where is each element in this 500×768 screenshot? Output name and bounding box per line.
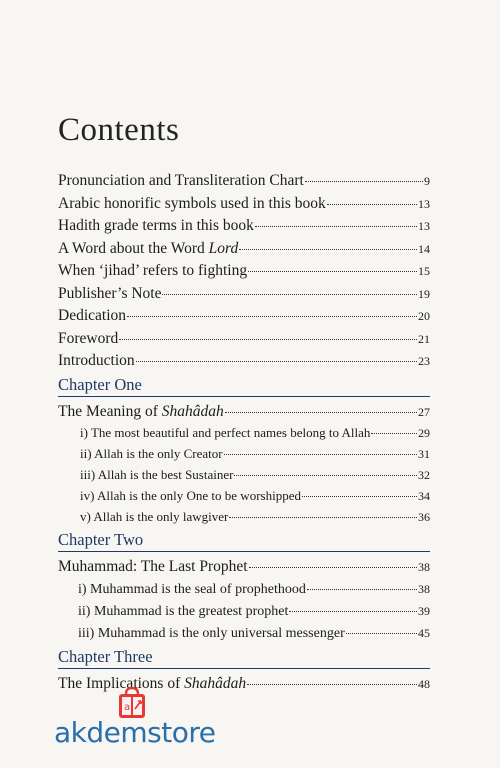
toc-entry-page: 15 [418, 264, 430, 278]
leader-dots [305, 181, 423, 182]
title-text: A Word about the Word [58, 239, 209, 257]
toc-subentry[interactable] [58, 486, 430, 507]
toc-subentry[interactable] [58, 623, 430, 645]
toc-subentry[interactable] [58, 444, 430, 465]
toc-entry-page: 39 [418, 603, 430, 618]
leader-dots [255, 226, 417, 227]
toc-entry[interactable] [58, 238, 430, 261]
chapter-heading: Chapter Three [58, 645, 430, 669]
toc-entry-title [58, 673, 246, 695]
toc-subentry[interactable] [58, 507, 430, 528]
toc-entry[interactable] [58, 328, 430, 351]
title-text: The Implications of [58, 674, 185, 692]
toc-entry[interactable] [58, 305, 430, 328]
toc-entry-page: 23 [418, 354, 430, 368]
leader-dots [225, 412, 417, 413]
toc-entry[interactable] [58, 350, 430, 373]
contents-heading: Contents [58, 112, 180, 148]
leader-dots [302, 496, 417, 497]
leader-dots [127, 316, 417, 317]
toc-subentry[interactable] [58, 423, 430, 444]
table-of-contents [58, 170, 430, 695]
toc-entry-title: ii) Allah is the only Creator [80, 446, 223, 461]
chapter-heading: Chapter One [58, 373, 430, 397]
toc-entry-page: 45 [418, 625, 430, 640]
toc-subentry[interactable] [58, 465, 430, 486]
toc-entry-page: 48 [418, 676, 430, 691]
leader-dots [307, 589, 417, 590]
toc-entry-page: 29 [418, 426, 430, 440]
toc-entry[interactable] [58, 673, 430, 696]
toc-entry-title: v) Allah is the only lawgiver [80, 509, 229, 524]
leader-dots [249, 567, 417, 568]
leader-dots [119, 339, 417, 340]
toc-entry-title [58, 401, 224, 423]
toc-entry-page: 13 [418, 196, 430, 211]
toc-entry[interactable] [58, 170, 430, 193]
watermark-text: akdemstore [54, 716, 216, 749]
toc-entry-title: Dedication [58, 307, 127, 324]
toc-subentry[interactable] [58, 601, 430, 623]
toc-entry-page: 19 [418, 286, 430, 301]
leader-dots [136, 361, 417, 362]
chapter-heading: Chapter Two [58, 528, 430, 552]
toc-entry-title: Foreword [58, 329, 119, 347]
title-text: The Meaning of [58, 402, 162, 420]
title-italic: Shahâdah [184, 674, 247, 692]
leader-dots [289, 611, 417, 612]
toc-entry-page: 38 [418, 581, 430, 596]
toc-entry-title: iii) Muhammad is the only universal messenger [78, 625, 345, 641]
toc-entry-title: When ‘jihad’ refers to fighting [58, 262, 248, 279]
toc-subentry[interactable] [58, 579, 430, 601]
toc-entry-title: Pronunciation and Transliteration Chart [58, 172, 304, 189]
toc-entry-title [58, 238, 238, 260]
leader-dots [327, 204, 417, 205]
toc-entry-title: i) The most beautiful and perfect names belong to Allah [80, 425, 371, 440]
toc-entry-page: 14 [418, 241, 430, 256]
leader-dots [247, 684, 417, 685]
toc-entry-title: iii) Allah is the best Sustainer [80, 467, 234, 482]
leader-dots [229, 517, 417, 518]
leader-dots [224, 454, 417, 455]
toc-entry-title: i) Muhammad is the seal of prophethood [78, 581, 306, 597]
toc-entry-title: Publisher’s Note [58, 284, 162, 302]
title-italic: Lord [208, 239, 239, 257]
leader-dots [346, 633, 417, 634]
toc-entry-page: 38 [418, 560, 430, 574]
toc-entry-page: 9 [424, 174, 430, 188]
toc-entry-page: 20 [418, 309, 430, 323]
leader-dots [248, 271, 417, 272]
toc-entry-title: iv) Allah is the only One to be worshipped [80, 488, 301, 503]
icon-letter: a [124, 702, 131, 713]
leader-dots [239, 249, 417, 250]
leader-dots [162, 294, 417, 295]
toc-entry-title: Introduction [58, 352, 135, 369]
toc-entry-page: 31 [418, 447, 430, 461]
toc-entry-title: Muhammad: The Last Prophet [58, 558, 248, 575]
toc-entry[interactable] [58, 401, 430, 424]
leader-dots [234, 475, 417, 476]
toc-entry-title: Arabic honorific symbols used in this book [58, 194, 326, 212]
toc-entry-title: ii) Muhammad is the greatest prophet [78, 603, 289, 619]
toc-entry-page: 21 [418, 331, 430, 346]
toc-entry[interactable] [58, 215, 430, 238]
toc-entry[interactable] [58, 260, 430, 283]
toc-entry-page: 34 [418, 489, 430, 503]
toc-entry[interactable] [58, 193, 430, 216]
toc-entry-page: 27 [418, 404, 430, 419]
toc-entry[interactable] [58, 283, 430, 306]
toc-entry-page: 13 [418, 219, 430, 233]
title-italic: Shahâdah [161, 402, 224, 420]
leader-dots [371, 433, 417, 434]
toc-entry-page: 32 [418, 468, 430, 482]
toc-entry-title: Hadith grade terms in this book [58, 217, 254, 234]
toc-entry-page: 36 [418, 510, 430, 524]
book-bag-icon [115, 686, 149, 720]
toc-entry[interactable] [58, 556, 430, 579]
